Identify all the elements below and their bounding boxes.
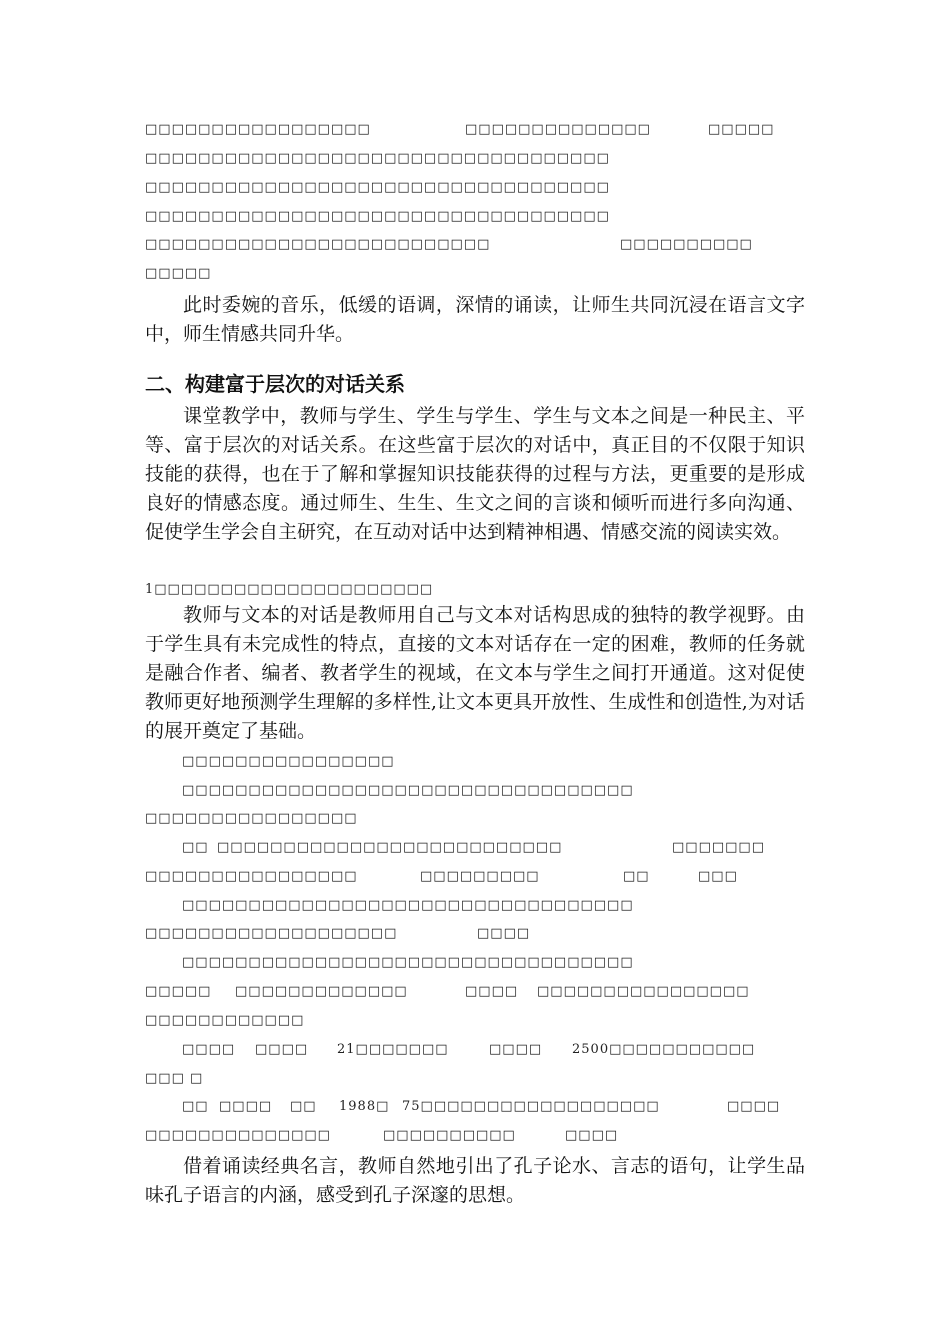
sub-heading: 1□□□□□□□□□□□□□□□□□□□□□ — [145, 582, 434, 597]
garbled-text: □□□□ — [565, 1128, 619, 1143]
garbled-line: □□□□□□□□□□□□□□□□□□□□□□□□□□□□□□□□□□ — [182, 783, 634, 798]
section-heading: 二、构建富于层次的对话关系 — [145, 372, 405, 396]
paragraph: 教师与文本的对话是教师用自己与文本对话构思成的独特的教学视野。由于学生具有未完成性的特点，直接的文本对话存在一定的困难，教师的任务就是融合作者、编者、教者学生的视域，在文本与学生之间打开通道。这对促使教师更好地预测学生理解的多样性,让文本更具开放性、生成性和创造性,为对话的展开奠定了基础。 — [145, 604, 805, 742]
garbled-text: □□□□ — [182, 1042, 236, 1057]
garbled-line: □□□□□□□□□□□□□□□□ — [145, 811, 358, 826]
garbled-text: □□□□ — [477, 926, 531, 941]
garbled-text: □□□□□□□□□□□□□□□□ — [145, 869, 358, 884]
garbled-text: □ — [190, 1071, 204, 1086]
garbled-line: □□□□□□□□□□□□□□□□□□□□□□□□□□□□□□□□□□□ — [145, 180, 610, 195]
garbled-text: □□ — [623, 869, 650, 884]
garbled-line: □□□□□□□□□□□□□□□□□□□□□□□□□□□□□□□□□□□ — [145, 209, 610, 224]
garbled-line — [182, 1099, 782, 1115]
garbled-line: □□□□□□□□□□□□□□□□□□□□□□□□□□□□□□□□□□ — [182, 898, 634, 913]
garbled-text: □□□□□□□ — [672, 840, 765, 855]
garbled-text: □□□□□ — [145, 984, 212, 999]
garbled-text: □□□□ — [255, 1042, 309, 1057]
garbled-text: □□□□□ — [708, 122, 775, 137]
garbled-text: □□□□□□□□□□□□□ — [235, 984, 408, 999]
garbled-line — [145, 237, 765, 253]
garbled-line — [145, 122, 775, 138]
paragraph: 借着诵读经典名言，教师自然地引出了孔子论水、言志的语句，让学生品味孔子语言的内涵，感受到孔子深邃的思想。 — [145, 1155, 805, 1206]
garbled-line — [145, 1128, 625, 1144]
garbled-text: □□□□ — [219, 1099, 273, 1114]
garbled-text: □□□ — [698, 869, 738, 884]
garbled-line — [145, 869, 738, 885]
garbled-line — [182, 840, 765, 856]
garbled-text: □□□□ — [465, 984, 519, 999]
garbled-text: 21□□□□□□□ — [337, 1042, 449, 1057]
paragraph: 此时委婉的音乐，低缓的语调，深情的诵读，让师生共同沉浸在语言文字中，师生情感共同升华。 — [145, 294, 805, 345]
garbled-text: □□ — [290, 1099, 317, 1114]
garbled-line — [145, 1071, 225, 1087]
garbled-text: □□□□□□□□□ — [420, 869, 540, 884]
garbled-text: □□□□□□□□□□□□□□ — [145, 1128, 331, 1143]
garbled-text: □□□□□□□□□□ — [620, 237, 753, 252]
garbled-line — [145, 984, 750, 1000]
garbled-text: □□ — [182, 840, 209, 855]
garbled-line: □□□□□ — [145, 266, 212, 281]
garbled-text: □□□□□□□□□□□□□□ — [465, 122, 651, 137]
garbled-text: □□□ — [145, 1071, 185, 1086]
garbled-line: □□□□□□□□□□□□ — [145, 1013, 305, 1028]
garbled-text: 75□□□□□□□□□□□□□□□□□□ — [402, 1099, 660, 1114]
garbled-line: □□□□□□□□□□□□□□□□□□□□□□□□□□□□□□□□□□□ — [145, 151, 610, 166]
garbled-text: 1988□ — [339, 1099, 390, 1114]
garbled-line: □□□□□□□□□□□□□□□□□□□□□□□□□□□□□□□□□□ — [182, 955, 634, 970]
garbled-text: □□□□□□□□□□ — [383, 1128, 516, 1143]
garbled-text: □□□□ — [727, 1099, 781, 1114]
garbled-text: □□□□□□□□□□□□□□□□ — [537, 984, 750, 999]
garbled-text: □□□□□□□□□□□□□□□□□ — [145, 122, 371, 137]
garbled-line: □□□□□□□□□□□□□□□□ — [182, 754, 395, 769]
paragraph: 课堂教学中，教师与学生、学生与学生、学生与文本之间是一种民主、平等、富于层次的对话关系。在这些富于层次的对话中，真正目的不仅限于知识技能的获得，也在于了解和掌握知识技能获得的过程与方法，更重要的是形成良好的情感态度。通过师生、生生、生文之间的言谈和倾听而进行多向沟通、促使学生学会自主研究，在互动对话中达到精神相遇、情感交流的阅读实效。 — [145, 405, 805, 543]
garbled-text: □□□□□□□□□□□□□□□□□□□□□□□□□□ — [145, 237, 491, 252]
garbled-text: □□ — [182, 1099, 209, 1114]
garbled-text: □□□□ — [489, 1042, 543, 1057]
garbled-line — [145, 926, 545, 942]
garbled-text: 2500□□□□□□□□□□□ — [572, 1042, 756, 1057]
garbled-line — [182, 1042, 756, 1058]
garbled-text: □□□□□□□□□□□□□□□□□□□□□□□□□□ — [217, 840, 563, 855]
garbled-text: □□□□□□□□□□□□□□□□□□□ — [145, 926, 398, 941]
